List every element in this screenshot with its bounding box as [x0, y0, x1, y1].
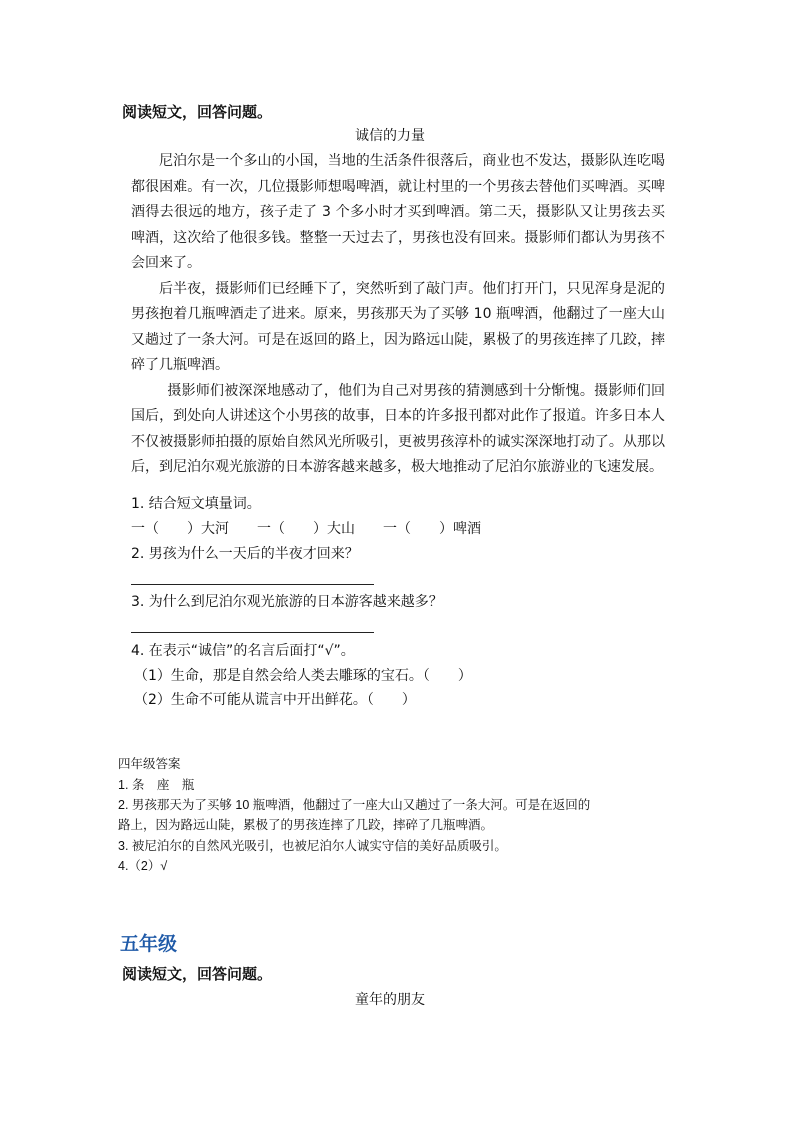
answer-3: 3. 被尼泊尔的自然风光吸引，也被尼泊尔人诚实守信的美好品质吸引。: [118, 839, 507, 853]
question-2: 2. 男孩为什么一天后的半夜才回来？: [131, 546, 359, 562]
question-4-option-1: （1）生命，那是自然会给人类去雕琢的宝石。（ ）: [134, 668, 472, 684]
reading-instruction-heading: 阅读短文，回答问题。: [122, 103, 273, 121]
story-title: 诚信的力量: [355, 128, 425, 144]
question-3: 3. 为什么到尼泊尔观光旅游的日本游客越来越多？: [131, 594, 443, 610]
story-paragraph-3: 摄影师们被深深地感动了，他们为自己对男孩的猜测感到十分惭愧。摄影师们回国后，到处向人讲述这个小男孩的故事，日本的许多报刊都对此作了报道。许多日本人不仅被摄影师拍摄的原始自然风光所吸引，更被男孩淳朴的诚实深深地打动了。从那以后，到尼泊尔观光旅游的日本游客越来越多，极大地推动了尼泊尔旅游业的飞速发展。: [131, 382, 665, 475]
grade-five-heading: 五年级: [120, 933, 178, 955]
question-4-option-2: （2）生命不可能从谎言中开出鲜花。（ ）: [134, 692, 416, 708]
question-1: 1. 结合短文填量词。: [131, 496, 261, 512]
answer-line-q2: [131, 584, 374, 585]
reading-instruction-heading-2: 阅读短文，回答问题。: [122, 965, 273, 983]
answer-2-line-2: 路上，因为路远山陡，累极了的男孩连摔了几跤，摔碎了几瓶啤酒。: [118, 818, 494, 832]
answer-1: 1. 条 座 瓶: [118, 778, 195, 792]
story-paragraph-2: 后半夜，摄影师们已经睡下了，突然听到了敲门声。他们打开门，只见浑身是泥的男孩抱着几瓶啤酒走了进来。原来，男孩那天为了买够 10 瓶啤酒，他翻过了一座大山又趟过了一条大河。可是在返回的路上，因为路远山陡，累极了的男孩连摔了几跤，摔碎了几瓶啤酒。: [131, 280, 665, 373]
answers-title: 四年级答案: [118, 757, 181, 771]
story-paragraph-1: 尼泊尔是一个多山的小国，当地的生活条件很落后，商业也不发达，摄影队连吃喝都很困难。有一次，几位摄影师想喝啤酒，就让村里的一个男孩去替他们买啤酒。买啤酒得去很远的地方，孩子走了 3 个多小时才买到啤酒。第二天，摄影队又让男孩去买啤酒，这次给了他很多钱。整整一天过去了，男孩也没有回来。摄影师们都认为男孩不会回来了。: [131, 153, 665, 271]
question-4: 4. 在表示“诚信”的名言后面打“√”。: [131, 643, 355, 659]
story-body: [131, 149, 665, 481]
answer-line-q3: [131, 632, 374, 633]
story-title-2: 童年的朋友: [355, 992, 425, 1008]
answer-2-line-1: 2. 男孩那天为了买够 10 瓶啤酒，他翻过了一座大山又趟过了一条大河。可是在返回的: [118, 798, 591, 812]
question-1-fill-blanks: 一（ ）大河 一（ ）大山 一（ ）啤酒: [131, 521, 481, 537]
answer-4: 4.（2）√: [118, 859, 168, 873]
